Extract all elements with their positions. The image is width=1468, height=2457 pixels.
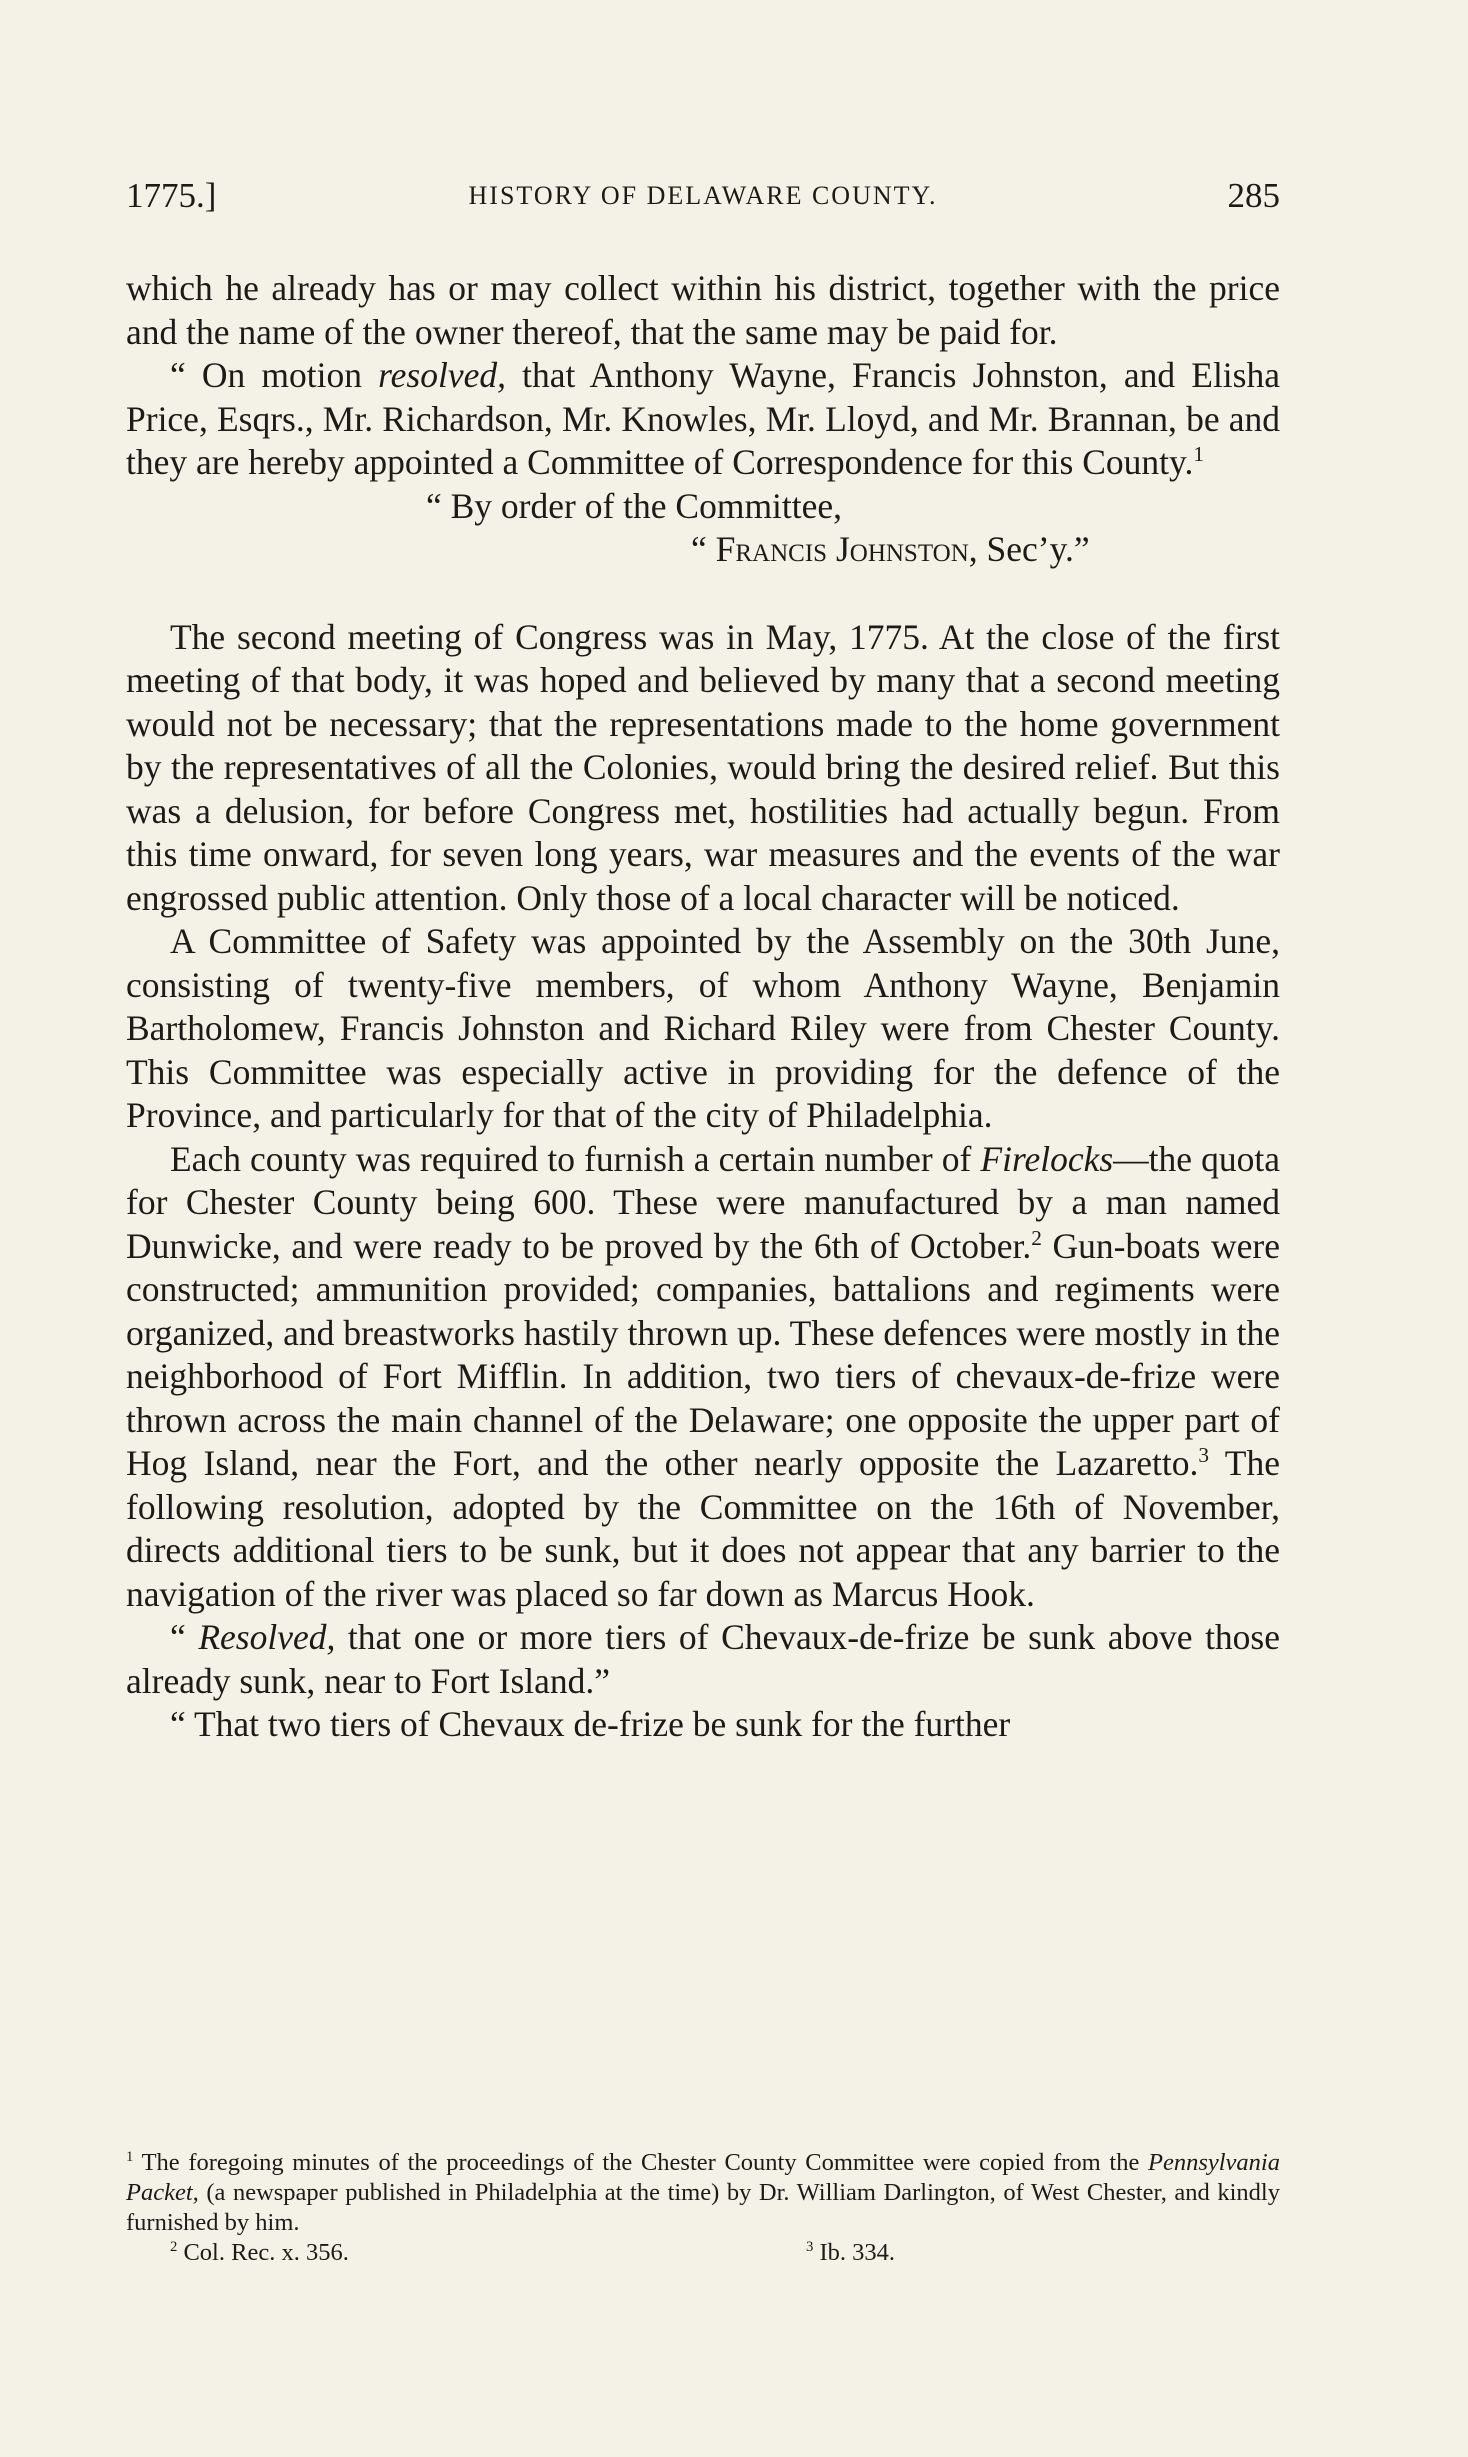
emphasis-firelocks: Firelocks xyxy=(980,1138,1114,1179)
footnote-ref-2: 2 xyxy=(1031,1225,1042,1250)
paragraph-resolution: “ On motion resolved, that Anthony Wayne, Francis Johnston, and Elisha Price, Esqrs., Mr. Richardson, Mr. Knowles, Mr. Lloyd, and Mr. Brannan, be and they are hereby appointed a Committee of Correspondence for this County.$^1$ xyxy=(126,355,1280,482)
signature-line-1: “ By order of the Committee, xyxy=(426,485,843,526)
footnote-ref-3: 3 xyxy=(1198,1443,1210,1468)
running-header xyxy=(126,176,1280,226)
footnotes xyxy=(126,2148,1280,2268)
paragraph-firelocks: Each county was required to furnish a certain number of Firelocks—the quota for Chester County being 600. These were manufactured by a man named Dunwicke, and were ready to be proved by the 6th of October.$^2$ Gun-boats were constructed; ammunition provided; companies, battalions and regiments were organized, and breastworks hastily thrown up. These defences were mostly in the neighborhood of Fort Mifflin. In addition, two tiers of chevaux-de-frize were thrown across the main channel of the Delaware; one opposite the upper part of Hog Island, near the Fort, and the other nearly opposite the Lazaretto.$^3$ The following resolution, adopted by the Committee on the 16th of November, directs additional tiers to be sunk, but it does not appear that any barrier to the navigation of the river was placed so far down as Marcus Hook. xyxy=(126,1138,1280,1614)
emphasis-newspaper: Pennsylvania Packet, xyxy=(126,2149,1280,2206)
paragraph-gap xyxy=(126,572,1280,616)
footnote-1: $^1$ The foregoing minutes of the proceedings of the Chester County Committee were copied from the Pennsylvania Packet, (a newspaper published in Philadelphia at the time) by Dr. William Darlington, of West Chester, and kindly furnished by him. xyxy=(126,2148,1280,2236)
footnote-row xyxy=(126,2238,1280,2268)
paragraph-continuation: which he already has or may collect within his district, together with the price and the name of the owner thereof, that the same may be paid for. xyxy=(126,268,1280,352)
page-number: 285 xyxy=(1227,176,1280,215)
paragraph-committee-of-safety: A Committee of Safety was appointed by the Assembly on the 30th June, consisting of twenty-five members, of whom Anthony Wayne, Benjamin Bartholomew, Francis Johnston and Richard Riley were from Chester County. This Committee was especially active in providing for the defence of the Province, and particularly for that of the city of Philadelphia. xyxy=(126,921,1280,1135)
signature-line-2: “ Francis Johnston, Sec’y.” xyxy=(691,529,1090,569)
header-title: HISTORY OF DELAWARE COUNTY. xyxy=(468,181,938,210)
footnote-3: $^3$ Ib. 334. xyxy=(806,2238,896,2266)
footnote-2: $^2$ Col. Rec. x. 356. xyxy=(170,2238,349,2266)
signatory-name: Francis Johnston, xyxy=(715,529,978,569)
emphasis-resolved-2: Resolved, xyxy=(198,1617,336,1657)
header-year: 1775.] xyxy=(126,176,217,215)
paragraph-second-meeting: The second meeting of Congress was in May, 1775. At the close of the first meeting of that body, it was hoped and believed by many that a second meeting would not be necessary; that the representations made to the home government by the representatives of all the Colonies, would bring the desired relief. But this was a delusion, for before Congress met, hostilities had actually begun. From this time onward, for seven long years, war measures and the events of the war engrossed public attention. Only those of a local character will be noticed. xyxy=(126,616,1280,918)
emphasis-resolved: resolved, xyxy=(378,355,506,395)
body-text xyxy=(126,267,1280,1747)
footnote-ref-1: 1 xyxy=(1193,442,1204,467)
paragraph-resolved-quote: “ Resolved, that one or more tiers of Chevaux-de-frize be sunk above those already sunk, near to Fort Island.” xyxy=(126,1617,1281,1701)
paragraph-two-tiers: “ That two tiers of Chevaux de-frize be sunk for the further xyxy=(170,1704,1011,1744)
